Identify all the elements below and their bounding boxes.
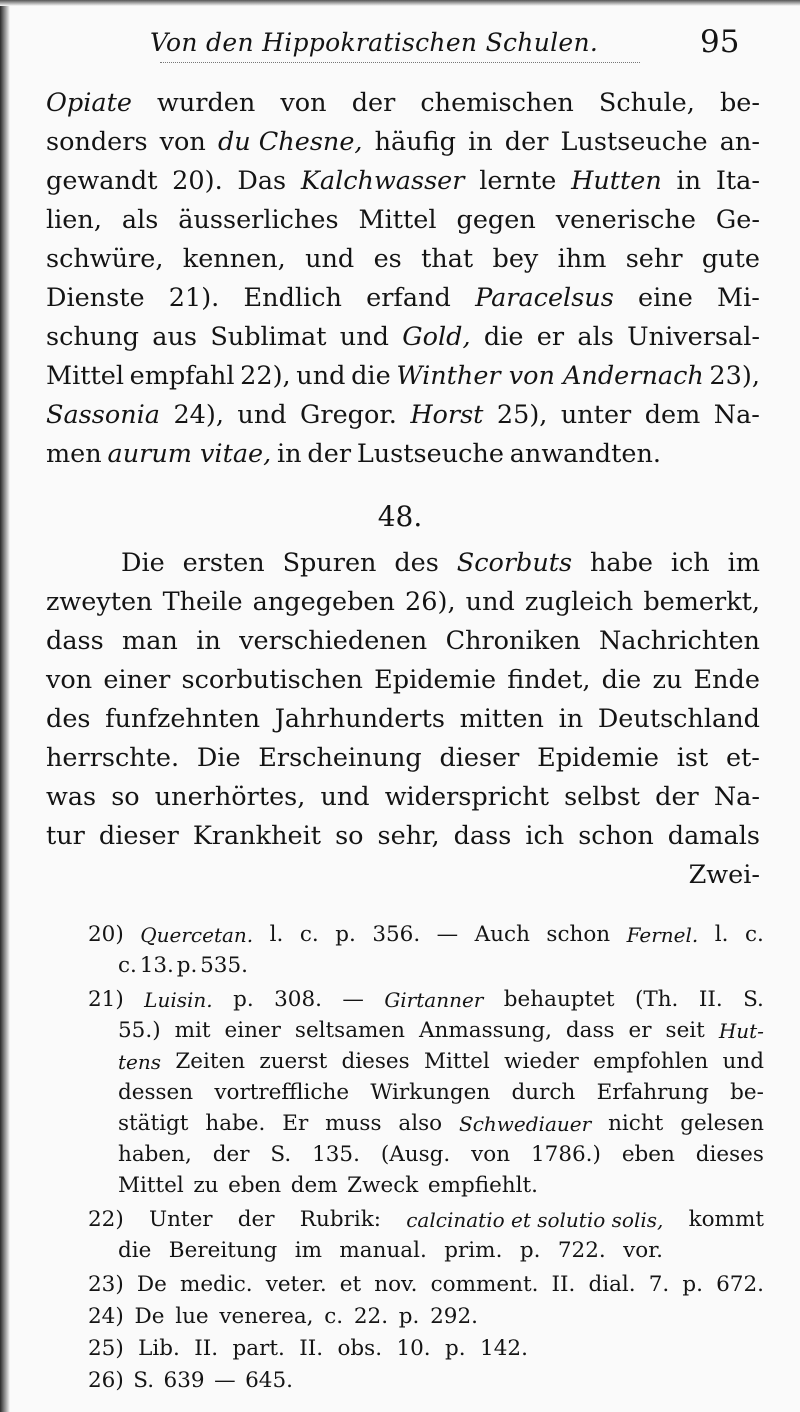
word: ihm [557, 244, 607, 274]
word: venerea, [219, 1304, 314, 1329]
word: schwüre, [46, 244, 164, 274]
word: Chroniken [445, 626, 581, 656]
word: Auch [474, 922, 530, 947]
page-number: 95 [700, 24, 740, 60]
word: und [305, 244, 355, 274]
word: findet, [507, 665, 591, 695]
word: und [320, 782, 370, 812]
word: 135. [312, 1142, 360, 1167]
word: 13. [139, 953, 174, 978]
word: muss [325, 1111, 382, 1136]
word: Mittel [423, 1049, 490, 1074]
footnote-number: 24) [88, 1304, 124, 1329]
word: er [628, 1018, 652, 1043]
word: S. [133, 1368, 155, 1393]
word: Fernel. [626, 923, 699, 947]
text-line [46, 124, 760, 162]
word: wurden [157, 88, 256, 118]
word: Lustseuche [356, 439, 504, 469]
word: Nachrichten [598, 626, 760, 656]
word: l. [269, 922, 284, 947]
word: Erfahrung [596, 1080, 709, 1105]
word: der [504, 127, 549, 157]
word: habe [589, 548, 653, 578]
word: Mi- [717, 283, 760, 313]
word: so [111, 782, 140, 812]
word: Epidemie [374, 665, 497, 695]
word: häufig [374, 127, 457, 157]
word: von [46, 665, 93, 695]
footnote-number: 22) [88, 1207, 124, 1232]
word: es [373, 244, 402, 274]
word: gute [701, 244, 760, 274]
word: l. [714, 922, 729, 947]
word: Endlich [243, 283, 342, 313]
word: Gold, [402, 322, 471, 352]
text-line [46, 436, 661, 474]
word: men [46, 439, 102, 469]
word: De [136, 1272, 167, 1297]
word: sehr, [377, 821, 440, 851]
word: c. [324, 1304, 344, 1329]
word: seltsamen [294, 1018, 405, 1043]
word: Spuren [282, 548, 377, 578]
word: empfahl [129, 361, 235, 391]
word: behauptet [503, 987, 615, 1012]
footnote-line [88, 920, 764, 952]
word: Scorbuts [456, 548, 573, 578]
word: gewandt [46, 166, 158, 196]
word: tens [118, 1050, 162, 1074]
word: Theile [162, 587, 243, 617]
word: zu [652, 665, 683, 695]
word: wieder [504, 1049, 579, 1074]
footnote-line [88, 1302, 478, 1334]
text-line [46, 623, 760, 661]
word: zweyten [46, 587, 153, 617]
word: in [277, 439, 302, 469]
word: comment. [430, 1272, 539, 1297]
word: vor. [623, 1238, 663, 1263]
word: Paracelsus [475, 283, 614, 313]
footnote-line [88, 1205, 764, 1237]
word: aurum vitae, [107, 439, 272, 469]
word: mitten [459, 704, 544, 734]
word: verschiedenen [239, 626, 428, 656]
word: Kalchwasser [300, 166, 465, 196]
text-line [46, 740, 760, 778]
word: schon [546, 922, 611, 947]
word: et- [725, 743, 760, 773]
word: von [159, 127, 206, 157]
word: widerspricht [384, 782, 549, 812]
word: zuerst [259, 1049, 328, 1074]
word: Zweck [347, 1173, 419, 1198]
word: p. [398, 1304, 420, 1329]
word: habe. [205, 1111, 266, 1136]
word: schon [578, 821, 654, 851]
word: so [335, 821, 364, 851]
word: in [468, 127, 493, 157]
word: die [601, 665, 642, 695]
word: des [394, 548, 439, 578]
word: obs. [337, 1336, 383, 1361]
scan-edge-shadow [0, 0, 10, 1412]
word: 142. [480, 1336, 528, 1361]
text-line [121, 545, 760, 583]
word: in [196, 626, 221, 656]
word: chemischen [420, 88, 574, 118]
word: und [237, 400, 287, 430]
word: durch [511, 1080, 576, 1105]
catchword: Zwei- [688, 860, 760, 890]
word: sonders [46, 127, 148, 157]
word: Sassonia [46, 400, 160, 430]
word: dieser [98, 821, 179, 851]
word: scorbutischen [181, 665, 363, 695]
word: Das [237, 166, 287, 196]
word: zugleich [524, 587, 634, 617]
text-line [46, 163, 760, 201]
word: Die [196, 743, 241, 773]
word: Bereitung [168, 1238, 278, 1263]
footnote-number: 21) [88, 987, 124, 1012]
word: c. [118, 953, 137, 978]
text-line [46, 319, 760, 357]
word: Krankheit [192, 821, 322, 851]
word: tur [46, 821, 85, 851]
word: manual. [339, 1238, 427, 1263]
word: Hut- [718, 1019, 764, 1043]
footnote-ref: 20). [172, 166, 223, 196]
word: eben [228, 1173, 282, 1198]
word: (Ausg. [380, 1142, 451, 1167]
footnote-ref: 23), [709, 361, 760, 391]
footnote-line [88, 1334, 528, 1366]
word: Luisin. [144, 988, 213, 1012]
word: Ita- [715, 166, 760, 196]
footnote-line [118, 1016, 764, 1048]
word: der [351, 88, 396, 118]
word: p. [519, 1238, 541, 1263]
footnote-line [118, 1047, 764, 1079]
word: p. [335, 922, 356, 947]
word: 10. [396, 1336, 431, 1361]
word: ich [670, 548, 710, 578]
word: 308. [274, 987, 322, 1012]
word: 22. [353, 1304, 389, 1329]
text-line [46, 358, 760, 396]
footnote-ref: 21). [168, 283, 220, 313]
word: Na- [713, 400, 760, 430]
word: Gregor. [300, 400, 397, 430]
text-line [46, 701, 760, 739]
word: 292. [430, 1304, 478, 1329]
word: p. [233, 987, 254, 1012]
word: venerische [555, 205, 696, 235]
word: Dienste [46, 283, 145, 313]
word: Erscheinung [258, 743, 422, 773]
word: vortreffliche [214, 1080, 350, 1105]
word: der [655, 782, 699, 812]
footnote-ref: 24), [173, 400, 224, 430]
word: eine [638, 283, 693, 313]
word: die [483, 322, 524, 352]
word: veter. [265, 1272, 327, 1297]
word: von [280, 88, 327, 118]
word: Winther von Andernach [396, 361, 704, 391]
section-number: 48. [377, 500, 423, 533]
word: 55.) [118, 1018, 161, 1043]
word: c. [744, 922, 764, 947]
word: Deutschland [597, 704, 760, 734]
word: p. [682, 1272, 703, 1297]
footnote-line [118, 1171, 538, 1203]
scan-top-shadow [0, 0, 800, 6]
word: Lustseuche [560, 127, 708, 157]
word: 645. [245, 1368, 293, 1393]
word: bey [492, 244, 539, 274]
word: du Chesne, [217, 127, 363, 157]
footnote-number: 23) [88, 1272, 124, 1297]
word: Die [121, 548, 165, 578]
word: Mittel [46, 361, 125, 391]
word: Universal- [627, 322, 760, 352]
word: empfohlen [593, 1049, 709, 1074]
word: Wirkungen [370, 1080, 491, 1105]
word: c. [299, 922, 319, 947]
word: dieses [341, 1049, 410, 1074]
word: Na- [713, 782, 760, 812]
word: die [351, 361, 391, 391]
text-line [46, 584, 760, 622]
word: der [307, 439, 352, 469]
word: stätigt [118, 1111, 189, 1136]
word: im [294, 1238, 322, 1263]
word: eben [621, 1142, 675, 1167]
text-line [46, 779, 760, 817]
word: that [421, 244, 474, 274]
word: kennen, [182, 244, 286, 274]
word: medic. [179, 1272, 253, 1297]
footnote-line [118, 1078, 764, 1110]
word: part. [232, 1336, 285, 1361]
word: lue [175, 1304, 209, 1329]
word: 535. [200, 953, 248, 978]
word: angegeben [252, 587, 395, 617]
word: der [237, 1207, 275, 1232]
word: und [465, 587, 515, 617]
word: schung [46, 322, 139, 352]
word: be- [719, 88, 760, 118]
word: im [727, 548, 760, 578]
word: man [122, 626, 178, 656]
word: selbst [564, 782, 641, 812]
word: die [118, 1238, 152, 1263]
word: als [121, 205, 159, 235]
footnote-number: 25) [88, 1336, 124, 1361]
word: 639 [163, 1368, 205, 1393]
word: und [296, 361, 346, 391]
footnote-line [88, 1366, 293, 1398]
word: empfiehlt. [427, 1173, 538, 1198]
word: Ge- [715, 205, 760, 235]
word: als [577, 322, 614, 352]
word: damals [667, 821, 760, 851]
word: mit [174, 1018, 211, 1043]
word: Epidemie [537, 743, 660, 773]
text-line [46, 280, 760, 318]
word: einer [103, 665, 171, 695]
word: be- [730, 1080, 764, 1105]
word: S. [270, 1142, 292, 1167]
word: Ende [693, 665, 760, 695]
word: p. [176, 953, 198, 978]
word: bemerkt, [643, 587, 760, 617]
word: Schwediauer [459, 1112, 592, 1136]
word: aus [152, 322, 197, 352]
word: äusserliches [178, 205, 339, 235]
word: Anmassung, [418, 1018, 552, 1043]
word: Mittel [358, 205, 437, 235]
word: S. [743, 987, 764, 1012]
word: in [558, 704, 584, 734]
word: Sublimat [210, 322, 327, 352]
footnote-line [118, 951, 248, 983]
header-rule [160, 62, 640, 63]
footnote-ref: 25), [496, 400, 548, 430]
footnote-number: 20) [88, 922, 124, 947]
word: nov. [374, 1272, 418, 1297]
word: ist [676, 743, 709, 773]
footnote-ref: 22), [240, 361, 291, 391]
word: dieses [695, 1142, 764, 1167]
word: dem [290, 1173, 338, 1198]
word: — [214, 1368, 236, 1393]
word: p. [445, 1336, 466, 1361]
word: Girtanner [384, 988, 484, 1012]
word: unerhörtes, [154, 782, 306, 812]
word: Zeiten [175, 1049, 246, 1074]
word: prim. [444, 1238, 503, 1263]
word: seit [665, 1018, 705, 1043]
word: Lib. [138, 1336, 180, 1361]
word: Unter [148, 1207, 213, 1232]
word: gelesen [680, 1111, 764, 1136]
word: dass [46, 626, 104, 656]
word: nicht [608, 1111, 664, 1136]
word: Quercetan. [140, 923, 254, 947]
footnote-line [88, 985, 764, 1017]
word: dass [565, 1018, 615, 1043]
word: — [342, 987, 364, 1012]
word: unter [560, 400, 632, 430]
word: lernte [479, 166, 557, 196]
word: zu [193, 1173, 219, 1198]
word: dial. [588, 1272, 636, 1297]
word: also [398, 1111, 443, 1136]
footnote-line [118, 1140, 764, 1172]
word: kommt [688, 1207, 764, 1232]
word: II. [698, 987, 723, 1012]
footnote-line [118, 1236, 663, 1268]
footnote-number: 26) [88, 1368, 124, 1393]
word: in [676, 166, 702, 196]
word: haben, [118, 1142, 192, 1167]
word: II. [194, 1336, 219, 1361]
word: der [212, 1142, 250, 1167]
word: 672. [716, 1272, 764, 1297]
word: Er [282, 1111, 309, 1136]
word: Schule, [598, 88, 695, 118]
footnote-ref: 26), [405, 587, 456, 617]
text-line [46, 85, 760, 123]
word: er [536, 322, 565, 352]
word: 356. [372, 922, 421, 947]
word: De [134, 1304, 165, 1329]
word: lien, [46, 205, 102, 235]
word: et [339, 1272, 362, 1297]
word: an- [719, 127, 760, 157]
text-line [46, 241, 760, 279]
word: dieser [439, 743, 520, 773]
word: Mittel [118, 1173, 184, 1198]
word: anwandten. [509, 439, 661, 469]
word: dass [453, 821, 512, 851]
word: erfand [366, 283, 451, 313]
word: und [339, 322, 389, 352]
word: des [46, 704, 91, 734]
word: gegen [456, 205, 536, 235]
word: — [436, 922, 459, 947]
word: (Th. [634, 987, 679, 1012]
word: einer [224, 1018, 281, 1043]
running-head: Von den Hippokratischen Schulen. [150, 28, 599, 57]
word: was [46, 782, 97, 812]
word: dem [644, 400, 701, 430]
word: 7. [648, 1272, 670, 1297]
word: funfzehnten [105, 704, 261, 734]
word: und [722, 1049, 764, 1074]
text-line [46, 662, 760, 700]
word: Jahrhunderts [274, 704, 445, 734]
word: II. [299, 1336, 324, 1361]
word: dessen [118, 1080, 194, 1105]
word: Horst [410, 400, 484, 430]
text-line [46, 202, 760, 240]
word: Hutten [571, 166, 662, 196]
word: Rubrik: [299, 1207, 382, 1232]
word: Opiate [46, 88, 132, 118]
footnote-line [118, 1109, 764, 1141]
word: calcinatio et solutio solis, [406, 1208, 664, 1232]
word: II. [551, 1272, 576, 1297]
word: 1786.) [530, 1142, 601, 1167]
text-line [46, 397, 760, 435]
word: herrschte. [46, 743, 180, 773]
word: ersten [182, 548, 265, 578]
word: von [471, 1142, 511, 1167]
footnote-line [88, 1270, 764, 1302]
text-line [46, 818, 760, 856]
word: sehr [625, 244, 683, 274]
word: 722. [557, 1238, 606, 1263]
word: ich [525, 821, 565, 851]
